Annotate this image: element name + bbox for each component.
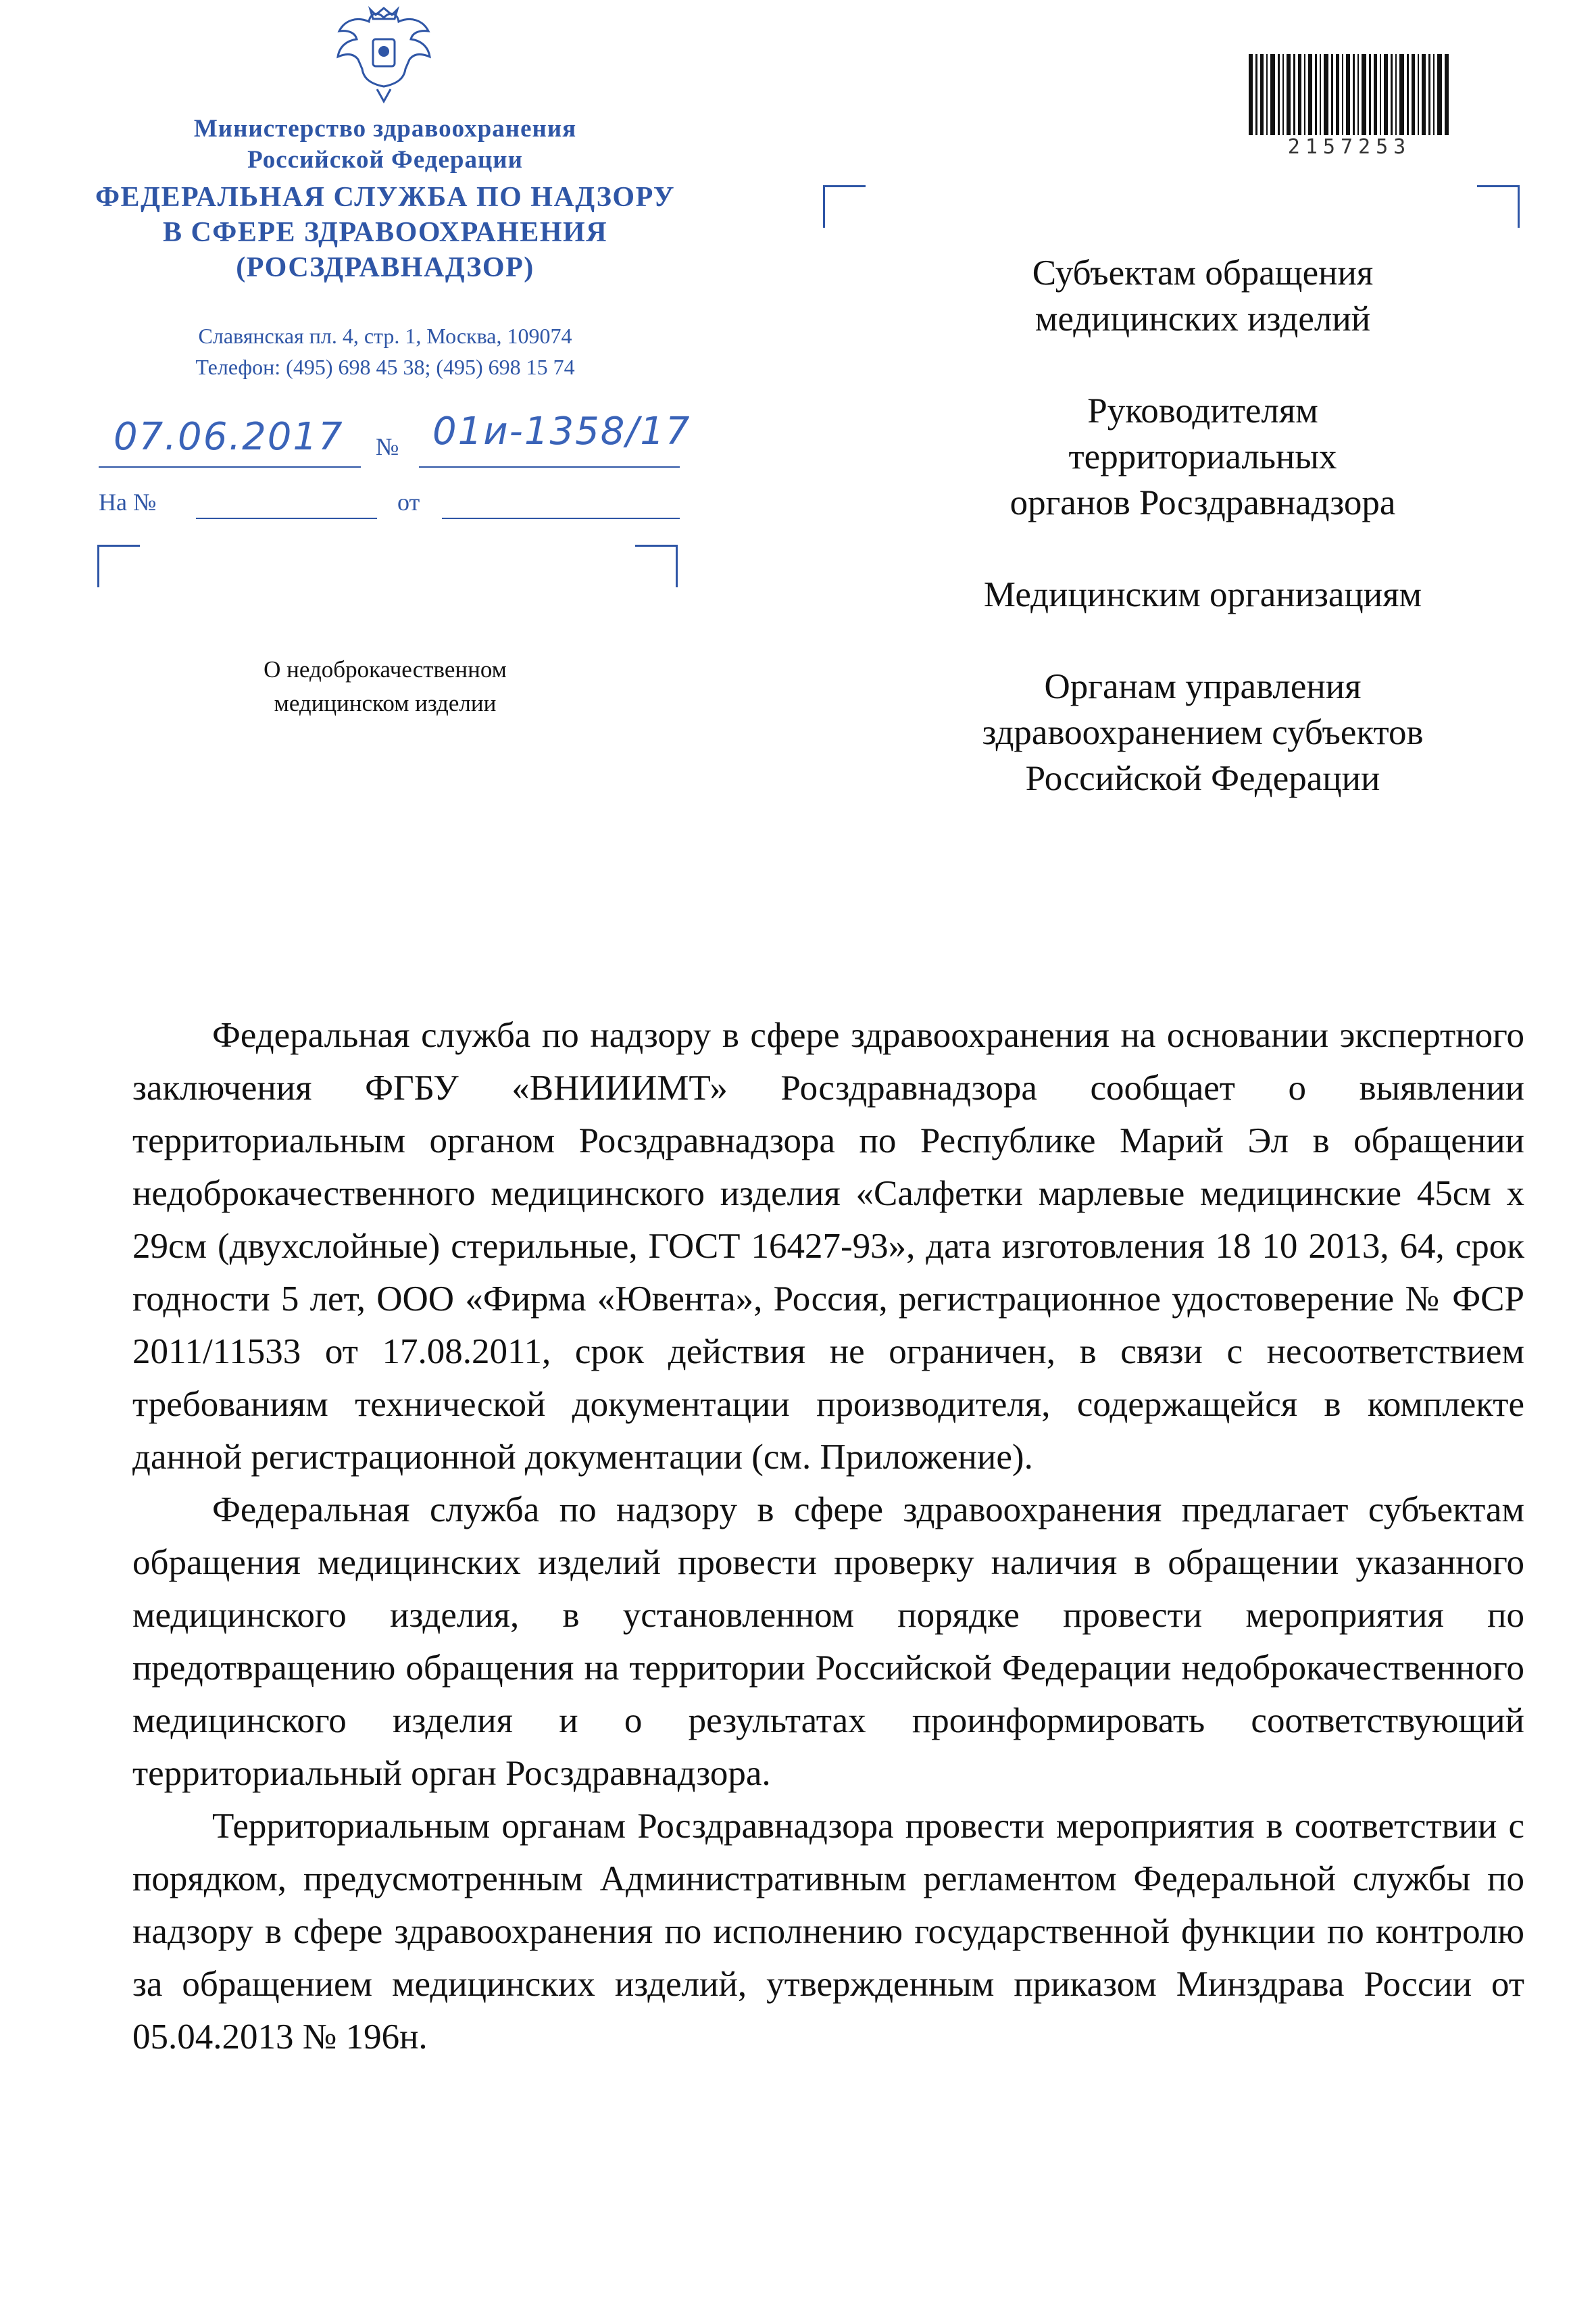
body-paragraph-1: Федеральная служба по надзору в сфере здравоохранения на основании экспертного заключения ФГБУ «ВНИИИМТ» Росздравнадзора сообщает о выявлении территориальным органом Росздравнадзора по Республике Марий Эл в обращении недоброкачественного медицинского изделия «Салфетки марлевые медицинские 45см х 29см (двухслойные) стерильные, ГОСТ 16427-93», дата изготовления 18 10 2013, 64, срок годности 5 лет, ООО «Фирма «Ювента», Россия, регистрационное удостоверение № ФСР 2011/11533 от 17.08.2011, срок действия не ограничен, в связи с несоответствием требованиям технической документации производителя, содержащейся в комплекте данной регистрационной документации (см. Приложение). <box>132 1016 1524 1477</box>
number-sign: № <box>376 433 399 460</box>
addressee-line: территориальных <box>1068 437 1337 476</box>
subject-line-1: О недоброкачественном <box>264 656 507 683</box>
addressee-line: Медицинским организациям <box>983 575 1422 614</box>
corner-mark-top-left <box>97 545 140 587</box>
reference-from-label: от <box>397 489 420 516</box>
registration-number: 01и-1358/17 <box>432 410 691 453</box>
agency-line-2: В СФЕРЕ ЗДРАВООХРАНЕНИЯ <box>162 217 608 248</box>
addressee-line: Органам управления <box>1044 667 1362 706</box>
corner-mark-top-right <box>635 545 678 587</box>
addressee-line: медицинских изделий <box>1034 299 1371 339</box>
registration-date: 07.06.2017 <box>114 415 344 459</box>
number-underline <box>419 466 680 468</box>
barcode-number: 2157253 <box>1287 135 1412 159</box>
agency-name <box>54 180 716 285</box>
phone-line: Телефон: (495) 698 45 38; (495) 698 15 74 <box>195 355 575 379</box>
ministry-line-1: Министерство здравоохранения <box>193 115 577 143</box>
addressee-line: Руководителям <box>1087 391 1318 431</box>
letter-body <box>132 1009 1524 2063</box>
letter-subject <box>203 653 568 720</box>
addressee-corner-right <box>1477 185 1520 228</box>
addressee-block <box>919 250 1487 802</box>
addressee-group <box>919 388 1487 526</box>
ministry-line-2: Российской Федерации <box>247 146 523 174</box>
addressee-line: Субъектам обращения <box>1032 253 1374 293</box>
body-paragraph-3: Территориальным органам Росздравнадзора провести мероприятия в соответствии с порядком, предусмотренным Административным регламентом Федеральной службы по надзору в сфере здравоохранения по исполнению государственной функции по контролю за обращением медицинских изделий, утвержденным приказом Минздрава России от 05.04.2013 № 196н. <box>132 1807 1524 2057</box>
coat-of-arms-icon <box>330 4 438 105</box>
barcode-icon <box>1249 54 1450 141</box>
address-line: Славянская пл. 4, стр. 1, Москва, 109074 <box>198 324 572 348</box>
body-paragraph-2: Федеральная служба по надзору в сфере здравоохранения предлагает субъектам обращения медицинских изделий провести проверку наличия в обращении указанного медицинского изделия, в установленном порядке провести мероприятия по предотвращению обращения на территории Российской Федерации недоброкачественного медицинского изделия и о результатах проинформировать соответствующий территориальный орган Росздравнадзора. <box>132 1490 1524 1793</box>
addressee-group <box>919 572 1487 618</box>
addressee-line: органов Росздравнадзора <box>1009 483 1396 522</box>
addressee-line: Российской Федерации <box>1025 759 1380 798</box>
addressee-line: здравоохранением субъектов <box>982 713 1424 752</box>
addressee-group <box>919 250 1487 342</box>
agency-address <box>68 320 703 383</box>
subject-line-2: медицинском изделии <box>274 690 497 716</box>
reference-underline <box>196 518 377 519</box>
date-underline <box>99 466 361 468</box>
reference-from-underline <box>442 518 680 519</box>
ministry-name <box>68 114 703 176</box>
agency-line-3: (РОСЗДРАВНАДЗОР) <box>236 252 534 283</box>
reference-label: На № <box>99 489 157 516</box>
agency-line-1: ФЕДЕРАЛЬНАЯ СЛУЖБА ПО НАДЗОРУ <box>95 182 676 213</box>
addressee-group <box>919 664 1487 802</box>
addressee-corner-left <box>823 185 866 228</box>
